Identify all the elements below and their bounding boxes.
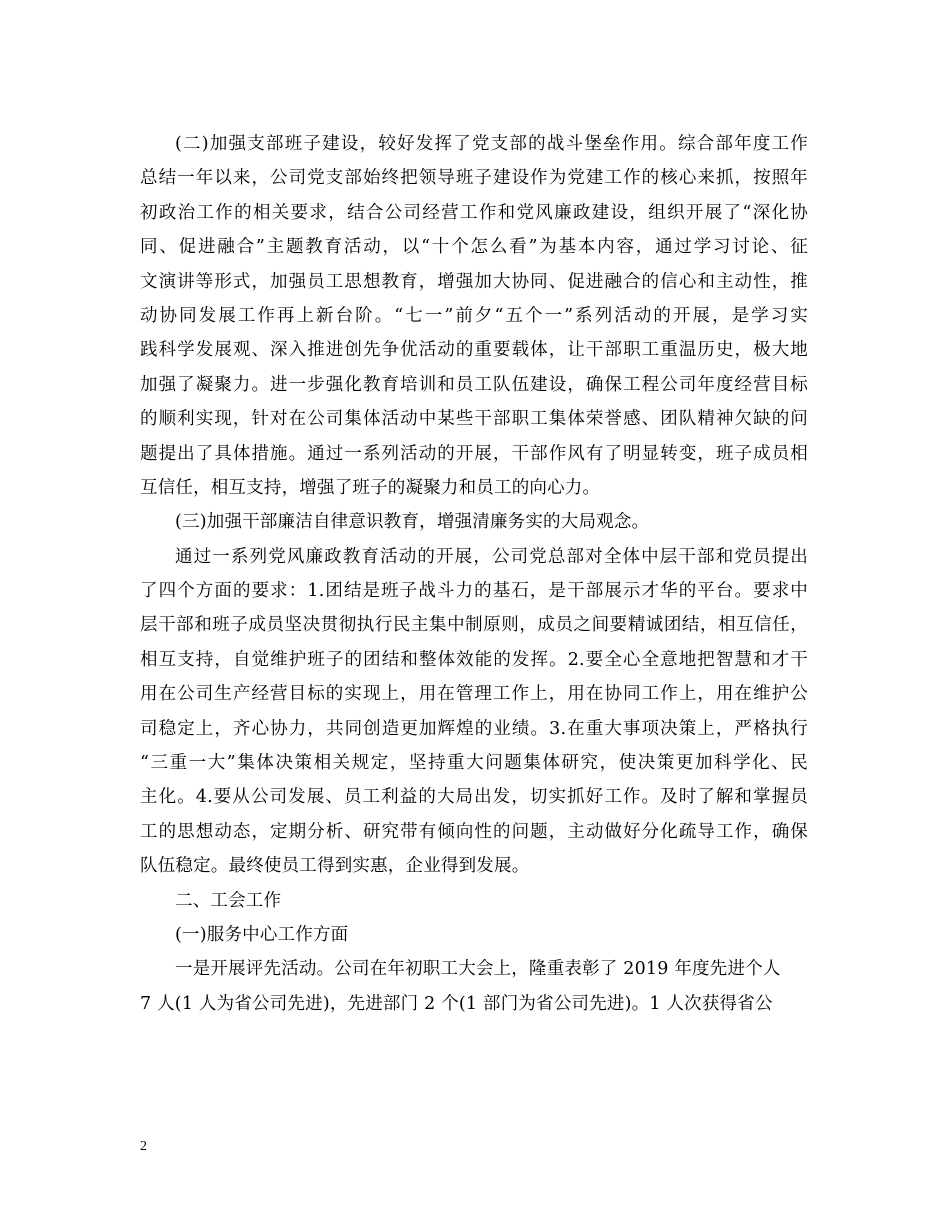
text-line: 文演讲等形式，加强员工思想教育，增强加大协同、促进融合的信心和主动性，推: [140, 271, 808, 292]
text-line: 一是开展评先活动。公司在年初职工大会上，隆重表彰了 2019 年度先进个人: [175, 959, 781, 980]
text-line: 动协同发展工作再上新台阶。“七一”前夕“五个一”系列活动的开展，是学习实: [140, 305, 808, 326]
text-line: 队伍稳定。最终使员工得到实惠，企业得到发展。: [140, 856, 530, 877]
text-line: 践科学发展观、深入推进创先争优活动的重要载体，让干部职工重温历史，极大地: [140, 340, 808, 361]
text-line: 工的思想动态，定期分析、研究带有倾向性的问题，主动做好分化疏导工作，确保: [140, 821, 808, 842]
text-line: 相互支持，自觉维护班子的团结和整体效能的发挥。2.要全心全意地把智慧和才干: [140, 649, 808, 670]
text-line: 层干部和班子成员坚决贯彻执行民主集中制原则，成员之间要精诚团结，相互信任，: [140, 615, 808, 636]
text-line: 同、促进融合”主题教育活动，以“十个怎么看”为基本内容，通过学习讨论、征: [140, 237, 808, 258]
text-line: “三重一大”集体决策相关规定，坚持重大问题集体研究，使决策更加科学化、民: [140, 753, 808, 774]
text-line: 互信任，相互支持，增强了班子的凝聚力和员工的向心力。: [140, 477, 601, 498]
text-line: 加强了凝聚力。进一步强化教育培训和员工队伍建设，确保工程公司年度经营目标: [140, 374, 808, 395]
text-line: 总结一年以来，公司党支部始终把领导班子建设作为党建工作的核心来抓，按照年: [140, 168, 808, 189]
text-line: 初政治工作的相关要求，结合公司经营工作和党风廉政建设，组织开展了“深化协: [140, 202, 808, 223]
text-line: 司稳定上，齐心协力，共同创造更加辉煌的业绩。3.在重大事项决策上，严格执行: [140, 718, 808, 739]
text-line: 了四个方面的要求：1.团结是班子战斗力的基石，是干部展示才华的平台。要求中: [140, 581, 808, 602]
document-body: [140, 127, 808, 1021]
page-number: 2: [140, 1139, 147, 1154]
text-line: 通过一系列党风廉政教育活动的开展，公司党总部对全体中层干部和党员提出: [175, 546, 808, 567]
text-line: 二、工会工作: [175, 890, 282, 911]
text-line: (三)加强干部廉洁自律意识教育，增强清廉务实的大局观念。: [175, 512, 650, 533]
text-line: 用在公司生产经营目标的实现上，用在管理工作上，用在协同工作上，用在维护公: [140, 684, 808, 705]
text-line: (二)加强支部班子建设，较好发挥了党支部的战斗堡垒作用。综合部年度工作: [175, 134, 808, 154]
text-line: 的顺利实现，针对在公司集体活动中某些干部职工集体荣誉感、团队精神欠缺的问: [140, 409, 808, 430]
text-line: 题提出了具体措施。通过一系列活动的开展，干部作风有了明显转变，班子成员相: [140, 443, 808, 464]
text-line: 主化。4.要从公司发展、员工利益的大局出发，切实抓好工作。及时了解和掌握员: [140, 787, 808, 808]
text-line: 7 人(1 人为省公司先进)，先进部门 2 个(1 部门为省公司先进)。1 人次获得省公: [140, 993, 773, 1014]
text-line: (一)服务中心工作方面: [175, 924, 349, 945]
